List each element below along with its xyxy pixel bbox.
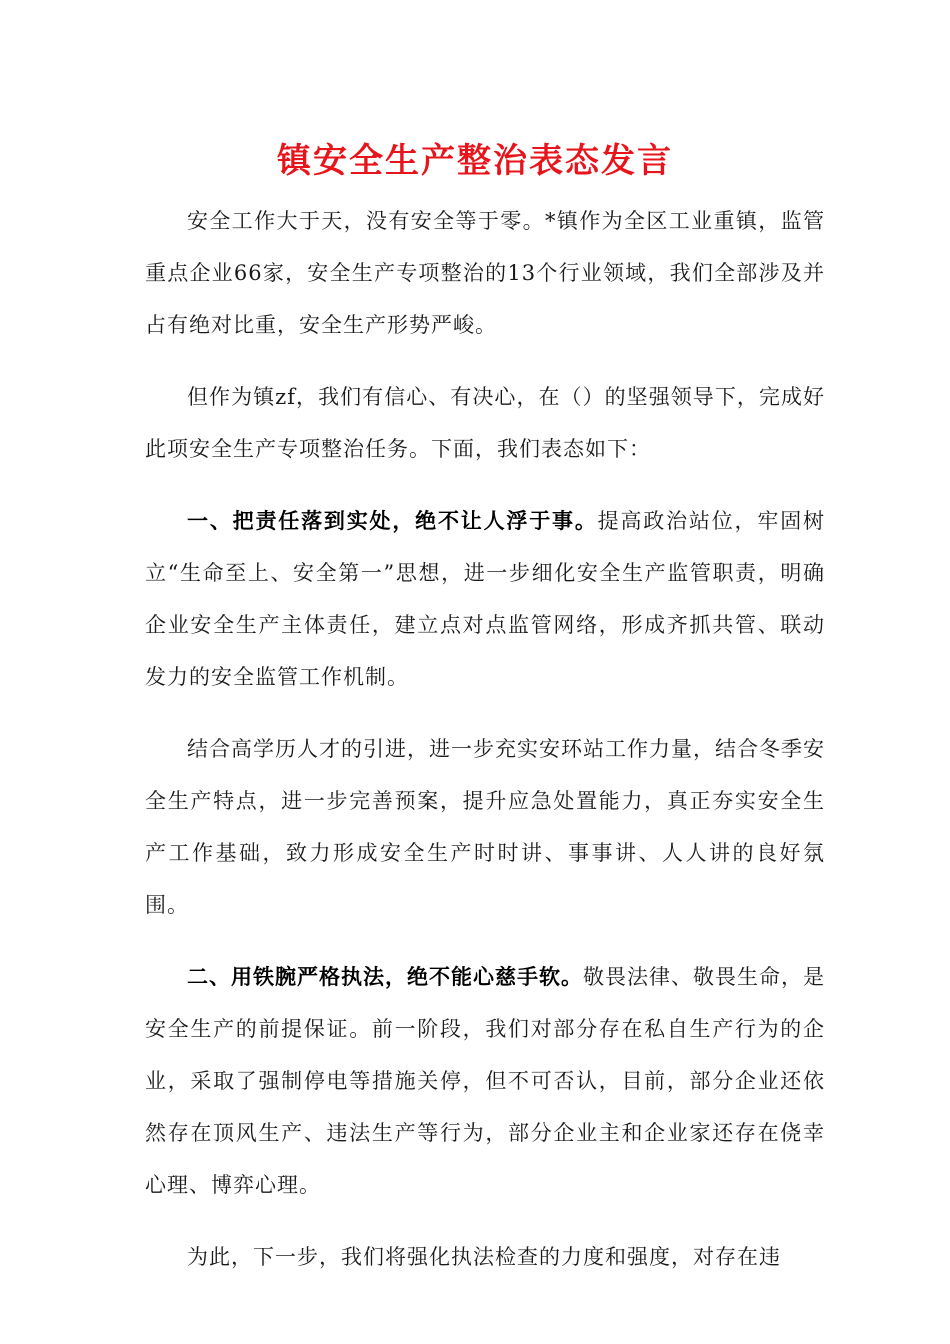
paragraph-1: [145, 195, 825, 351]
paragraph-3: [145, 495, 825, 703]
section-heading-2: 二、用铁腕严格执法，绝不能心慈手软。: [187, 964, 583, 989]
paragraph-6: [145, 1231, 825, 1283]
paragraph-5-text: 敬畏法律、敬畏生命，是安全生产的前提保证。前一阶段，我们对部分存在私自生产行为的企业，采取了强制停电等措施关停，但不可否认，目前，部分企业还依然存在顶风生产、违法生产等行为，部分企业主和企业家还存在侥幸心理、博弈心理。: [145, 965, 825, 1197]
section-heading-1: 一、把责任落到实处，绝不让人浮于事。: [187, 508, 598, 533]
paragraph-2: [145, 371, 825, 475]
paragraph-1-text: 安全工作大于天，没有安全等于零。*镇作为全区工业重镇，监管重点企业66家，安全生产专项整治的13个行业领域，我们全部涉及并占有绝对比重，安全生产形势严峻。: [145, 209, 825, 337]
paragraph-4-text: 结合高学历人才的引进，进一步充实安环站工作力量，结合冬季安全生产特点，进一步完善预案，提升应急处置能力，真正夯实安全生产工作基础，致力形成安全生产时时讲、事事讲、人人讲的良好氛围。: [145, 737, 825, 917]
paragraph-5: [145, 951, 825, 1211]
paragraph-2-text: 但作为镇zf，我们有信心、有决心，在（）的坚强领导下，完成好此项安全生产专项整治任务。下面，我们表态如下：: [145, 385, 825, 461]
document-body: [145, 195, 825, 1303]
paragraph-3-text: 提高政治站位，牢固树立“生命至上、安全第一”思想，进一步细化安全生产监管职责，明确企业安全生产主体责任，建立点对点监管网络，形成齐抓共管、联动发力的安全监管工作机制。: [145, 509, 826, 689]
paragraph-4: [145, 723, 825, 931]
document-title: 镇安全生产整治表态发言: [277, 141, 673, 181]
paragraph-6-text: 为此，下一步，我们将强化执法检查的力度和强度，对存在违: [187, 1245, 781, 1269]
